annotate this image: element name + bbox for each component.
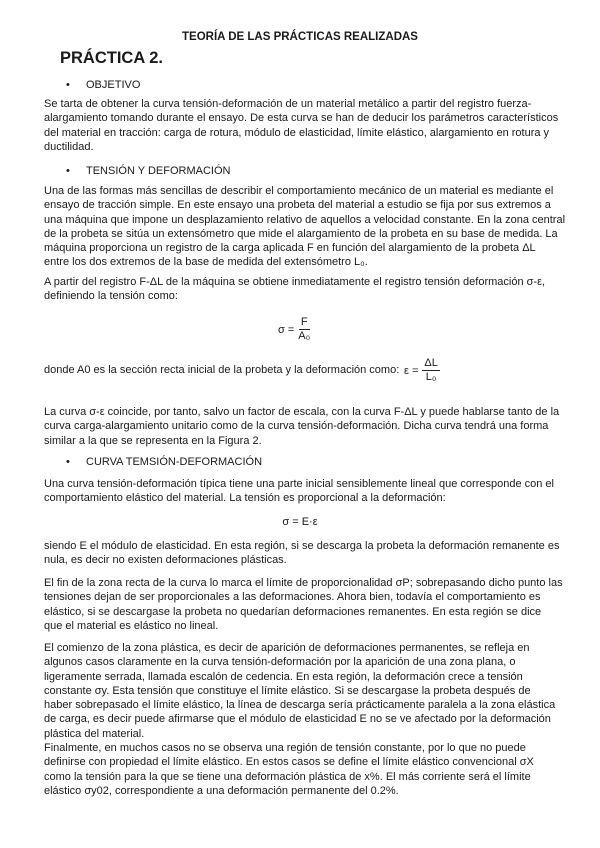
section-objetivo [66,79,140,91]
text-line: tensiones dejan de ser proporcionales a las deformaciones. Ahora bien, todavía el comportamiento es [44,591,541,604]
text-line: del material en tracción: carga de rotura, módulo de elasticidad, límite elástico, alargamiento en rotura y [44,126,550,139]
text-line: El fin de la zona recta de la curva lo marca el límite de proporcionalidad σP; sobrepasando dicho punto las [44,577,563,589]
text-line: comportamiento elástico del material. La tensión es proporcional a la deformación: [44,492,446,505]
formula-lhs: ε = [404,364,419,377]
text-line: ligeramente serrada, llamada escalón de cedencia. En esta región, la deformación crece a tensión [44,670,523,683]
section-label: OBJETIVO [86,79,141,91]
paragraph-modulo [44,539,559,568]
section-label: TENSIÓN Y DEFORMACIÓN [86,165,231,177]
bullet-icon: • [66,79,70,91]
bullet-icon: • [66,456,70,468]
practice-heading: PRÁCTICA 2. [60,49,163,67]
paragraph-ensayo [44,184,565,270]
section-curva [66,456,262,468]
text-line: elástico σy02, correspondiente a una deformación permanente del 0.2%. [44,784,399,797]
text-line: haber sobrepasado el límite elástico, la línea de descarga sería prácticamente paralela a la zona elástica [44,699,556,712]
bullet-icon: • [66,165,70,177]
text-line: definirse con propiedad el límite elástico. En estos casos se define el límite elástico convencional σX [44,756,534,769]
numerator: F [300,316,308,328]
numerator: ΔL [424,357,438,369]
text-line: entre los dos extremos de la base de medida del extensómetro L₀. [44,256,368,269]
paragraph-deformacion [44,363,399,377]
text-line: ductilidad. [44,140,94,153]
text-line: nula, es decir no existen deformaciones plásticas. [44,554,287,567]
formula-hooke: σ = E·ε [282,516,318,528]
paragraph-registro [44,275,545,304]
text-line: de carga, es decir puede afirmarse que el módulo de elasticidad E no se ve afectado por la deformación [44,713,551,726]
text-line: de la probeta se sitúa un extensómetro que mide el alargamiento de la probeta en su base de medida. La [44,227,558,240]
paragraph-tipica [44,477,554,506]
text-line: constante σy. Esta tensión que constituye el límite elástico. Si se descargase la probeta después de [44,684,531,697]
text-line: como la tensión para la que se tiene una deformación plástica de x%. El más corriente será el límite [44,770,531,783]
text-line: definiendo la tensión como: [44,290,178,303]
formula-stress [278,316,310,343]
paragraph-objetivo [44,97,558,154]
text-line: Finalmente, en muchos casos no se observa una región de tensión constante, por lo que no puede [44,742,526,755]
paragraph-plastica [44,641,555,798]
text-line: alargamiento tomando durante el ensayo. De esta curva se han de deducir los parámetros característicos [44,112,559,125]
text-line: A partir del registro F-ΔL de la máquina se obtiene inmediatamente el registro tensión deformación σ-ε, [44,276,546,288]
section-tension [66,165,230,177]
text-line: Se tarta de obtener la curva tensión-deformación de un material metálico a partir del registro fuerza- [44,98,532,110]
text-line: plástica del material. [44,727,145,740]
paragraph-curva [44,405,559,448]
paragraph-proporcionalidad [44,576,563,633]
formula-strain [404,357,440,384]
text-line: una máquina que impone un desplazamiento relativo de aquellos a velocidad constante. En la zona central [44,213,566,226]
text-line: curva carga-alargamiento unitario como de la curva tensión-deformación. Dicha curva tendrá una forma [44,420,549,433]
text-line: siendo E el módulo de elasticidad. En esta región, si se descarga la probeta la deformación remanente es [44,540,560,552]
text-line: donde A0 es la sección recta inicial de la probeta y la deformación como: [44,364,400,376]
text-line: La curva σ-ε coincide, por tanto, salvo un factor de escala, con la curva F-ΔL y puede hablarse tanto de la [44,406,560,418]
text-line: elástico, si se descargase la probeta no quedarían deformaciones remanentes. En esta región se dice [44,605,542,618]
denominator: A₀ [298,330,311,342]
formula-lhs: σ = [278,323,295,336]
text-line: similar a la que se representa en la Figura 2. [44,434,262,447]
text-line: Una de las formas más sencillas de describir el comportamiento mecánico de un material es mediante el [44,185,554,197]
text-line: máquina proporciona un registro de la carga aplicada F en función del alargamiento de la probeta ΔL [44,242,536,255]
text-line: ensayo de tracción simple. En este ensayo una probeta del material a estudio se fija por sus extremos a [44,199,551,212]
denominator: L₀ [425,371,437,383]
section-label: CURVA TEMSIÓN-DEFORMACIÓN [86,456,263,468]
text-line: algunos casos claramente en la curva tensión-deformación por la aparición de una zona plana, o [44,656,516,669]
text-line: que el material es elástico no lineal. [44,619,219,632]
text-line: El comienzo de la zona plástica, es decir de aparición de deformaciones permanentes, se refleja en [44,642,530,654]
text-line: Una curva tensión-deformación típica tiene una parte inicial sensiblemente lineal que corresponde con el [44,478,554,490]
document-title: TEORÍA DE LAS PRÁCTICAS REALIZADAS [182,31,418,43]
